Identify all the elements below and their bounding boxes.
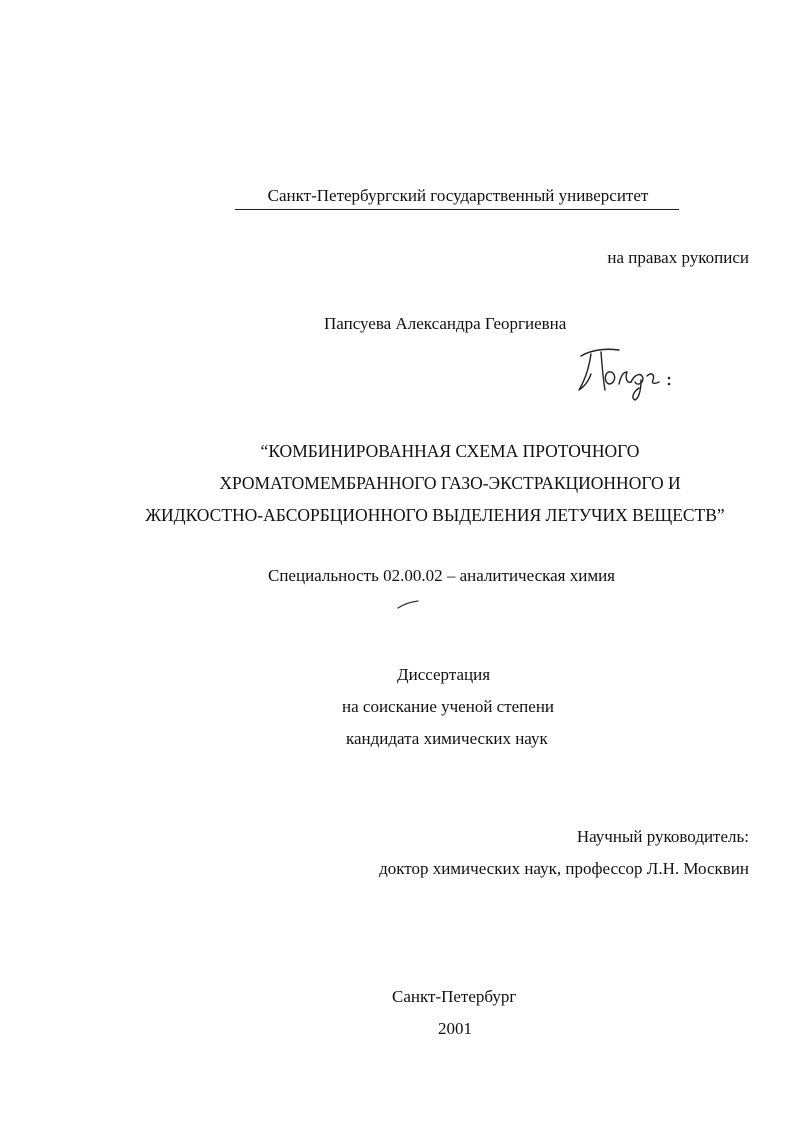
thesis-title-line-3: ЖИДКОСТНО-АБСОРБЦИОННОГО ВЫДЕЛЕНИЯ ЛЕТУЧИХ ВЕЩЕСТВ” — [145, 505, 725, 525]
university-name: Санкт-Петербургский государственный университет — [267, 186, 649, 205]
manuscript-note: на правах рукописи — [607, 248, 749, 267]
thesis-title-line-1: “КОМБИНИРОВАННАЯ СХЕМА ПРОТОЧНОГО — [260, 441, 640, 461]
footer-city: Санкт-Петербург — [392, 987, 517, 1006]
signature-icon — [575, 338, 685, 408]
specialty: Специальность 02.00.02 – аналитическая химия — [268, 566, 616, 585]
degree-line-3: кандидата химических наук — [346, 729, 548, 748]
thesis-title-line-2: ХРОМАТОМЕМБРАННОГО ГАЗО-ЭКСТРАКЦИОННОГО И — [219, 473, 681, 493]
degree-line-2: на соискание ученой степени — [342, 697, 555, 716]
pen-mark-icon — [396, 598, 420, 610]
author-name: Папсуева Александра Георгиевна — [324, 314, 567, 333]
supervisor-name: доктор химических наук, профессор Л.Н. Москвин — [379, 859, 749, 878]
supervisor-label: Научный руководитель: — [576, 827, 749, 846]
footer-year: 2001 — [438, 1019, 472, 1038]
degree-line-1: Диссертация — [397, 665, 491, 684]
university-underline — [235, 209, 679, 210]
